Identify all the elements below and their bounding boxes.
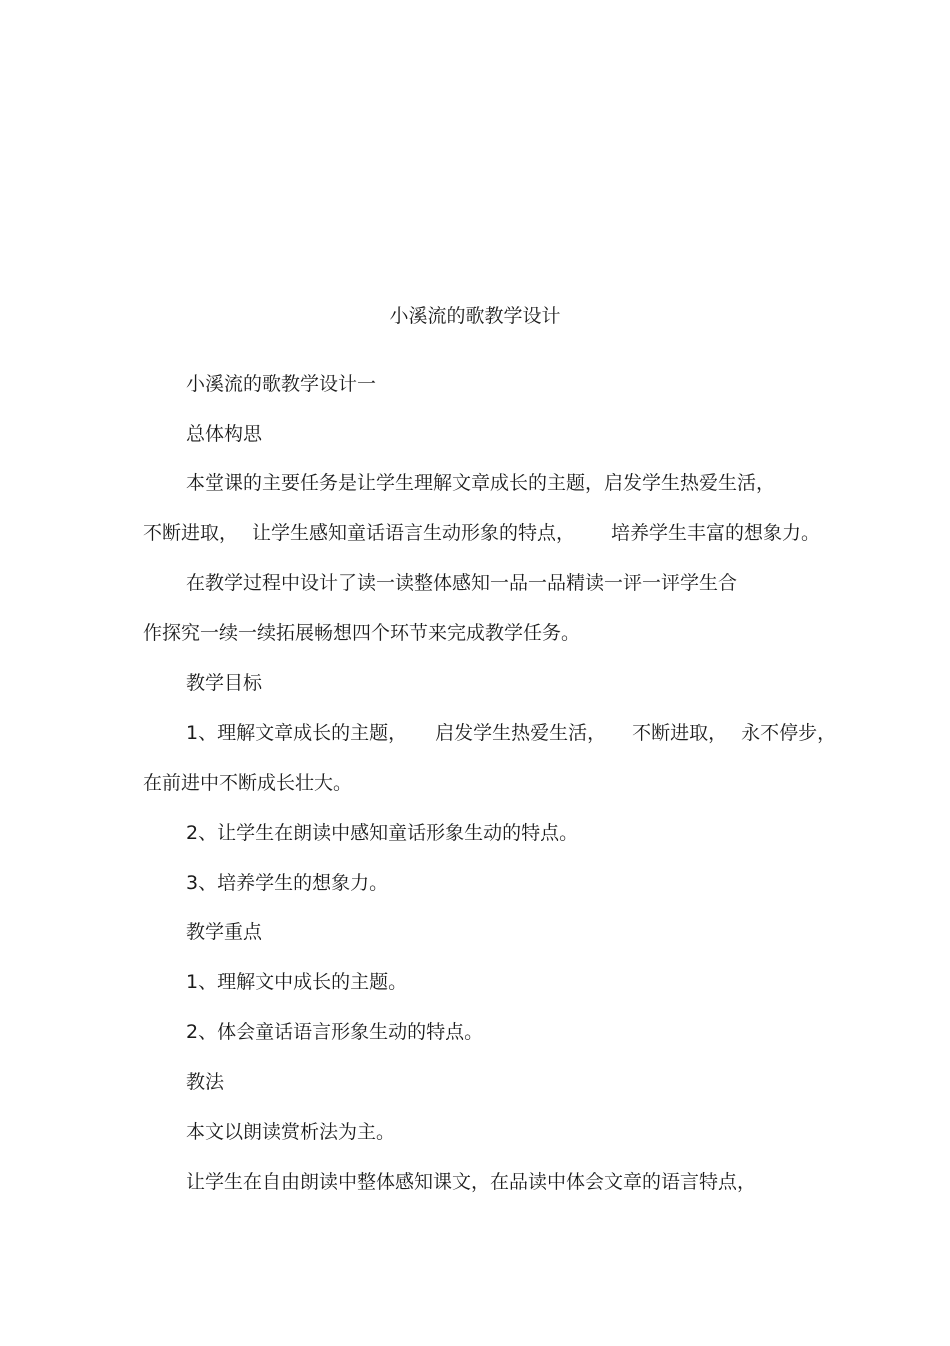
overview-heading: 总体构思 <box>186 423 263 445</box>
goal-item-1-line-1 <box>186 719 836 747</box>
goal-item-3: 3、培养学生的想象力。 <box>186 872 389 894</box>
method-paragraph-2: 让学生在自由朗读中整体感知课文，在品读中体会文章的语言特点， <box>186 1171 757 1193</box>
focus-heading: 教学重点 <box>186 921 263 943</box>
goal-item-2: 2、让学生在朗读中感知童话形象生动的特点。 <box>186 822 579 844</box>
method-paragraph-1: 本文以朗读赏析法为主。 <box>186 1121 396 1143</box>
overview-text-segment: 不断进取， <box>143 522 239 544</box>
goals-heading: 教学目标 <box>186 672 263 694</box>
overview-paragraph-1-line-2 <box>143 519 820 547</box>
overview-text-segment: 让学生感知童话语言生动形象的特点， <box>252 522 576 544</box>
goal-text-segment: 不断进取， <box>632 722 728 744</box>
overview-paragraph-2-line-1: 在教学过程中设计了读一读整体感知一品一品精读一评一评学生合 <box>186 572 738 594</box>
overview-paragraph-2-line-2: 作探究一续一续拓展畅想四个环节来完成教学任务。 <box>143 622 581 644</box>
overview-paragraph-1-line-1: 本堂课的主要任务是让学生理解文章成长的主题，启发学生热爱生活， <box>186 472 776 494</box>
section-subtitle: 小溪流的歌教学设计一 <box>186 373 377 395</box>
method-heading: 教法 <box>186 1071 225 1093</box>
goal-text-segment: 启发学生热爱生活， <box>435 722 607 744</box>
focus-item-1: 1、理解文中成长的主题。 <box>186 971 408 993</box>
focus-item-2: 2、体会童话语言形象生动的特点。 <box>186 1021 484 1043</box>
goal-text-segment: 永不停步， <box>741 722 837 744</box>
page-title: 小溪流的歌教学设计 <box>389 305 561 327</box>
goal-text-segment: 1、理解文章成长的主题， <box>186 722 408 744</box>
overview-text-segment: 培养学生丰富的想象力。 <box>611 522 821 544</box>
goal-item-1-line-2: 在前进中不断成长壮大。 <box>143 772 353 794</box>
